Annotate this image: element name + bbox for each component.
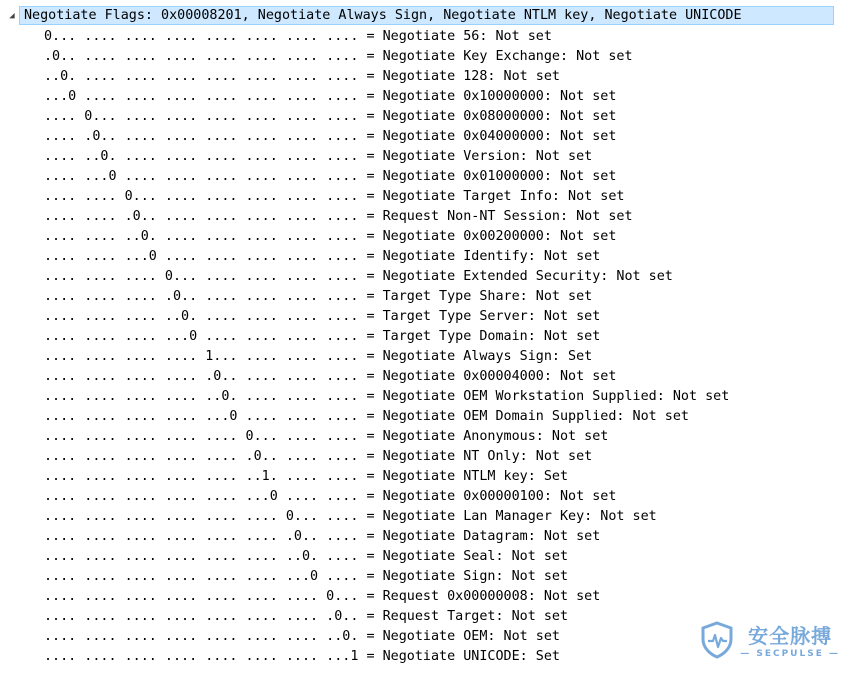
- flag-bit-row[interactable]: .... .... .... .... .... .... .... 0... = Request 0x00000008: Not set: [44, 589, 601, 604]
- flag-bit-row[interactable]: .... .... .... .... ...0 .... .... .... = Negotiate OEM Domain Supplied: Not set: [44, 409, 689, 424]
- flag-bit-row[interactable]: .... .0.. .... .... .... .... .... .... = Negotiate 0x04000000: Not set: [44, 129, 617, 144]
- flag-bit-row[interactable]: .... .... .... .... .... ...0 .... .... = Negotiate 0x00000100: Not set: [44, 489, 617, 504]
- flag-bit-row[interactable]: .... .... .... .... .... .... .0.. .... = Negotiate Datagram: Not set: [44, 529, 601, 544]
- flag-bit-row[interactable]: .... .... .... .... 1... .... .... .... = Negotiate Always Sign: Set: [44, 349, 593, 364]
- flag-bit-row[interactable]: 0... .... .... .... .... .... .... .... = Negotiate 56: Not set: [44, 29, 552, 44]
- flag-bit-row[interactable]: .... ...0 .... .... .... .... .... .... = Negotiate 0x01000000: Not set: [44, 169, 617, 184]
- flag-bit-row[interactable]: .... .... .... .... .... .... .... .0.. = Request Target: Not set: [44, 609, 569, 624]
- flag-bit-row[interactable]: .... .... .... ...0 .... .... .... .... = Target Type Domain: Not set: [44, 329, 601, 344]
- packet-details-tree: [0, 6, 852, 667]
- flag-bit-row[interactable]: ...0 .... .... .... .... .... .... .... = Negotiate 0x10000000: Not set: [44, 89, 617, 104]
- flag-bit-row[interactable]: .... 0... .... .... .... .... .... .... = Negotiate 0x08000000: Not set: [44, 109, 617, 124]
- watermark-cn-text: 安全脉搏: [748, 624, 833, 648]
- flag-bit-row[interactable]: .... .... .... .... .... .... ...0 .... = Negotiate Sign: Not set: [44, 569, 569, 584]
- flag-bit-row[interactable]: .... .... .... .... .... ..1. .... .... = Negotiate NTLM key: Set: [44, 469, 569, 484]
- watermark-en-text: — SECPULSE —: [740, 649, 840, 659]
- flag-bit-row[interactable]: .... .... .... .... .... 0... .... .... = Negotiate Anonymous: Not set: [44, 429, 609, 444]
- collapse-triangle-icon[interactable]: ◢: [9, 10, 15, 21]
- flag-bit-row[interactable]: .... .... ..0. .... .... .... .... .... = Negotiate 0x00200000: Not set: [44, 229, 617, 244]
- flag-bit-row[interactable]: .... .... .... ..0. .... .... .... .... = Target Type Server: Not set: [44, 309, 601, 324]
- flag-bit-row[interactable]: .... .... .... .0.. .... .... .... .... = Target Type Share: Not set: [44, 289, 593, 304]
- flag-bit-row[interactable]: .... .... .... .... .... .... .... ...1 = Negotiate UNICODE: Set: [44, 649, 560, 664]
- flag-bit-row[interactable]: .... .... .... .... .... .0.. .... .... = Negotiate NT Only: Not set: [44, 449, 593, 464]
- flag-bit-row[interactable]: .0.. .... .... .... .... .... .... .... = Negotiate Key Exchange: Not set: [44, 49, 633, 64]
- flag-bit-row[interactable]: .... .... .0.. .... .... .... .... .... = Request Non-NT Session: Not set: [44, 209, 633, 224]
- flag-bit-row[interactable]: .... .... .... .... .... .... ..0. .... = Negotiate Seal: Not set: [44, 549, 569, 564]
- flag-bit-row[interactable]: .... .... 0... .... .... .... .... .... = Negotiate Target Info: Not set: [44, 189, 625, 204]
- secpulse-watermark: [700, 620, 840, 659]
- negotiate-flags-label[interactable]: Negotiate Flags: 0x00008201, Negotiate Always Sign, Negotiate NTLM key, Negotiate UNICODE: [19, 6, 834, 25]
- flag-bit-row[interactable]: .... .... .... .... .... .... 0... .... = Negotiate Lan Manager Key: Not set: [44, 509, 657, 524]
- flag-bit-row[interactable]: .... ..0. .... .... .... .... .... .... = Negotiate Version: Not set: [44, 149, 593, 164]
- flag-bit-row[interactable]: .... .... .... .... .0.. .... .... .... = Negotiate 0x00004000: Not set: [44, 369, 617, 384]
- flag-bit-row[interactable]: .... .... .... 0... .... .... .... .... = Negotiate Extended Security: Not set: [44, 269, 673, 284]
- flag-bit-row[interactable]: .... .... .... .... .... .... .... ..0. = Negotiate OEM: Not set: [44, 629, 560, 644]
- shield-logo-icon: [700, 621, 734, 659]
- flag-bit-row[interactable]: .... .... ...0 .... .... .... .... .... = Negotiate Identify: Not set: [44, 249, 601, 264]
- negotiate-flags-node[interactable]: [5, 6, 834, 25]
- flag-bit-row[interactable]: .... .... .... .... ..0. .... .... .... = Negotiate OEM Workstation Supplied: Not set: [44, 389, 730, 404]
- flag-bit-list: [0, 27, 852, 667]
- flag-bit-row[interactable]: ..0. .... .... .... .... .... .... .... = Negotiate 128: Not set: [44, 69, 560, 84]
